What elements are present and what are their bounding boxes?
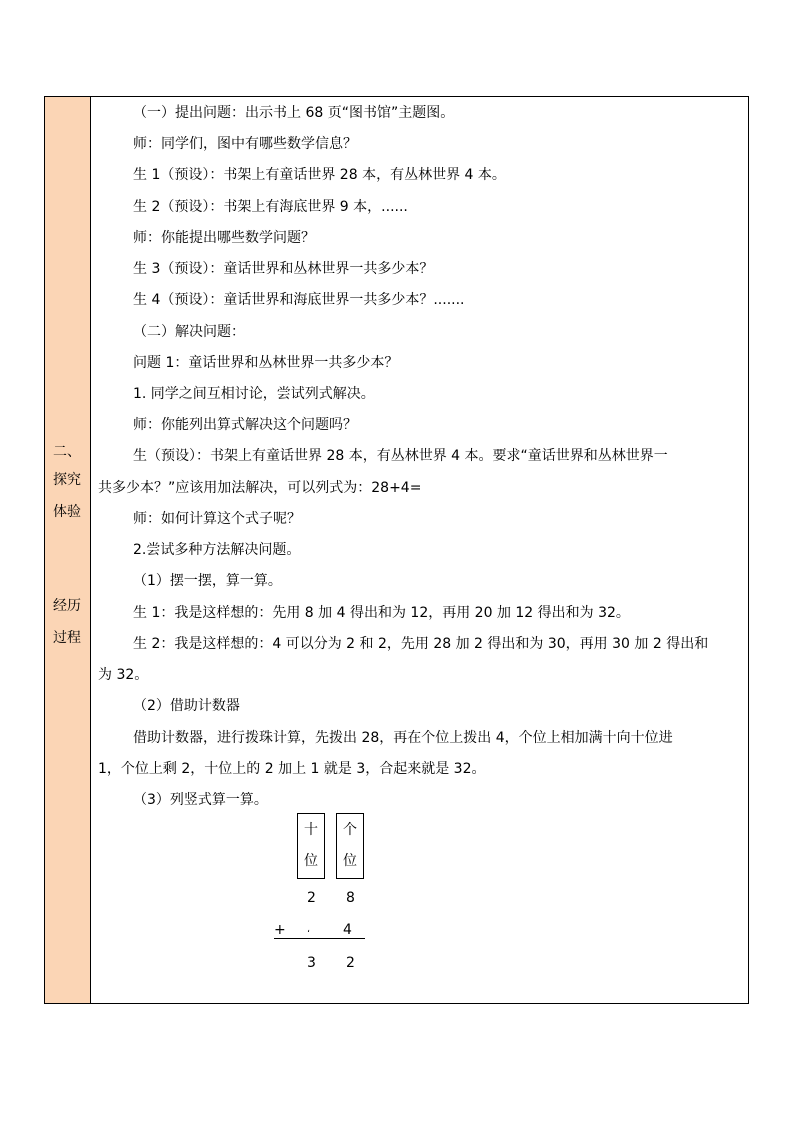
lesson-content bbox=[91, 97, 748, 1003]
text-line: 2.尝试多种方法解决问题。 bbox=[133, 542, 301, 558]
text-line: 师：你能列出算式解决这个问题吗？ bbox=[133, 417, 357, 433]
sum-ones: 2 bbox=[346, 955, 355, 971]
addend1-tens: 2 bbox=[307, 890, 316, 906]
plus-sign: + bbox=[274, 922, 286, 938]
text-line: 问题 1：童话世界和丛林世界一共多少本？ bbox=[133, 355, 399, 371]
text-line: 生 2：我是这样想的：4 可以分为 2 和 2，先用 28 加 2 得出和为 30，再用 30 加 2 得出和 bbox=[133, 636, 709, 652]
tens-label-top: 十 bbox=[304, 822, 318, 838]
text-line: 师：同学们，图中有哪些数学信息？ bbox=[133, 136, 357, 152]
text-line: （1）摆一摆，算一算。 bbox=[133, 573, 282, 589]
section-label-line-1: 探究 bbox=[53, 472, 81, 488]
text-line: 师：你能提出哪些数学问题？ bbox=[133, 230, 315, 246]
ones-place-box bbox=[336, 813, 364, 879]
addend1-ones: 8 bbox=[346, 890, 355, 906]
addend2-ones: 4 bbox=[343, 922, 352, 938]
sum-tens: 3 bbox=[307, 955, 316, 971]
text-line: 1，个位上剩 2，十位上的 2 加上 1 就是 3，合起来就是 32。 bbox=[98, 761, 486, 777]
section-label-line-4: 过程 bbox=[53, 630, 81, 646]
text-line: （一）提出问题：出示书上 68 页“图书馆”主题图。 bbox=[133, 105, 455, 121]
text-line: 1. 同学之间互相讨论，尝试列式解决。 bbox=[133, 386, 375, 402]
lesson-table bbox=[44, 96, 749, 1004]
ones-label-top: 个 bbox=[343, 822, 357, 838]
sum-line bbox=[274, 938, 365, 939]
section-number: 二、 bbox=[53, 444, 81, 460]
text-line: 生 1（预设）：书架上有童话世界 28 本，有丛林世界 4 本。 bbox=[133, 167, 506, 183]
text-line: 生 1：我是这样想的：先用 8 加 4 得出和为 12，再用 20 加 12 得出和为 32。 bbox=[133, 605, 630, 621]
text-line: 共多少本？”应该用加法解决，可以列式为：28+4= bbox=[98, 480, 422, 496]
text-line: 生 3（预设）：童话世界和丛林世界一共多少本？ bbox=[133, 261, 434, 277]
section-label-column bbox=[45, 97, 91, 1003]
section-label-line-2: 体验 bbox=[53, 504, 81, 520]
text-line: 为 32。 bbox=[98, 667, 149, 683]
text-line: 生 2（预设）：书架上有海底世界 9 本，...... bbox=[133, 199, 408, 215]
tens-label-bottom: 位 bbox=[304, 853, 318, 869]
ones-label-bottom: 位 bbox=[343, 853, 357, 869]
text-line: 生（预设）：书架上有童话世界 28 本，有丛林世界 4 本。要求“童话世界和丛林世界一 bbox=[133, 448, 668, 464]
text-line: （3）列竖式算一算。 bbox=[133, 792, 268, 808]
text-line: 生 4（预设）：童话世界和海底世界一共多少本？....... bbox=[133, 292, 465, 308]
section-label-line-3: 经历 bbox=[53, 598, 81, 614]
text-line: 借助计数器，进行拨珠计算，先拨出 28，再在个位上拨出 4，个位上相加满十向十位进 bbox=[133, 730, 673, 746]
dot-mark: ، bbox=[307, 925, 310, 935]
text-line: （二）解决问题： bbox=[133, 324, 245, 340]
text-line: 师：如何计算这个式子呢？ bbox=[133, 511, 301, 527]
text-line: （2）借助计数器 bbox=[133, 698, 240, 714]
tens-place-box bbox=[297, 813, 325, 879]
